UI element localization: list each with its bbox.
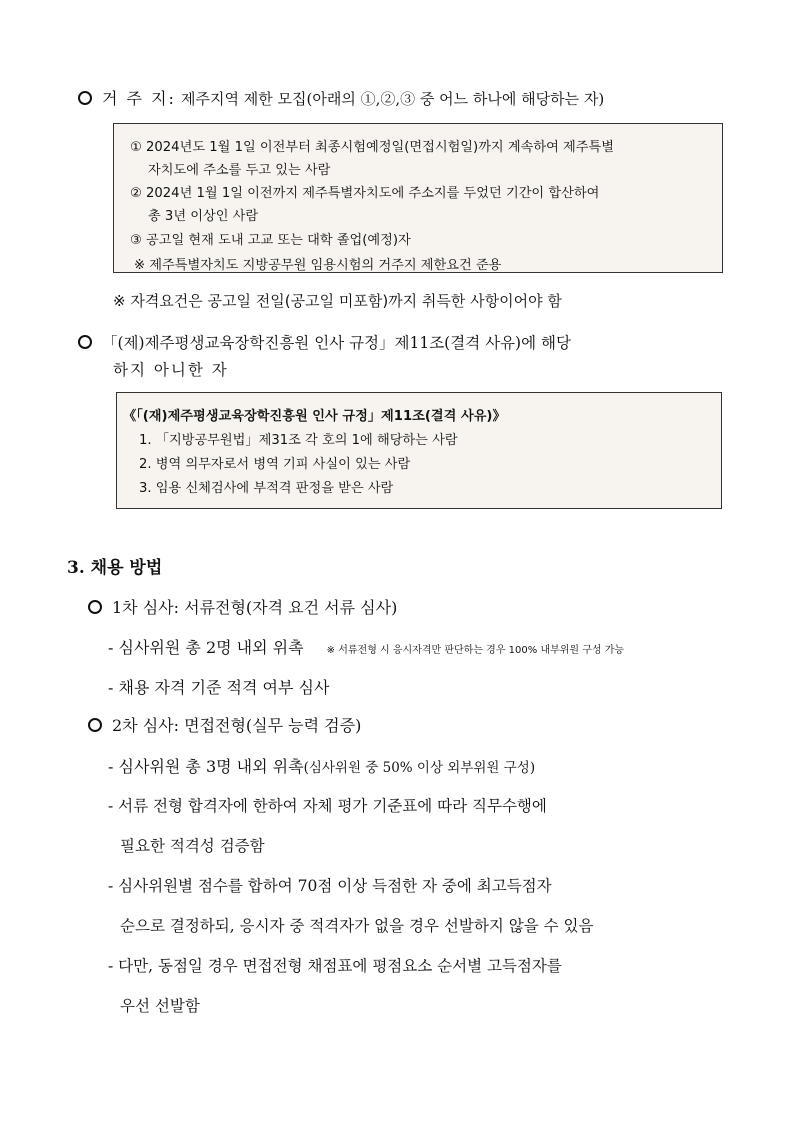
stage2-title: 2차 심사: 면접전형(실무 능력 검증) [112,716,362,735]
ring-bullet-icon [78,335,92,349]
disqualification-box-title: 《「(재)제주평생교육장학진흥원 인사 규정」제11조(결격 사유)》 [123,409,506,424]
criteria-line-2b: 총 3년 이상인 사람 [148,209,259,224]
stage1-item-1-note: ※ 서류전형 시 응시자격만 판단하는 경우 100% 내부위원 구성 가능 [326,645,625,656]
criteria-line-1b: 자치도에 주소를 두고 있는 사람 [148,163,331,178]
disqualification-line-2: 하지 아니한 자 [113,361,229,379]
stage2-title-line [88,713,361,736]
stage2-item-4-line-2: 우선 선발함 [120,997,200,1015]
criteria-line-3: ③ 공고일 현재 도내 고교 또는 대학 졸업(예정)자 [130,233,411,248]
stage1-item-2: - 채용 자격 기준 적격 여부 심사 [108,678,330,697]
disqualification-line-1 [78,331,571,353]
ring-bullet-icon [88,718,102,732]
stage2-item-3-line-2: 순으로 결정하되, 응시자 중 적격자가 없을 경우 선발하지 않을 수 있음 [120,917,594,935]
disqualification-item-3: 3. 임용 신체검사에 부적격 판정을 받은 사람 [139,481,394,496]
stage2-item-1 [108,754,535,777]
residence-line [78,86,604,109]
residence-text: 제주지역 제한 모집(아래의 ①,②,③ 중 어느 하나에 해당하는 자) [181,90,605,108]
residence-label: 거 주 지: [102,89,176,108]
stage1-title: 1차 심사: 서류전형(자격 요건 서류 심사) [112,598,398,617]
ring-bullet-icon [88,600,102,614]
stage2-item-4-line-1: - 다만, 동점일 경우 면접전형 채점표에 평점요소 순서별 고득점자를 [108,957,562,975]
qualification-timing-note: ※ 자격요건은 공고일 전일(공고일 미포함)까지 취득한 사항이어야 함 [113,292,562,310]
criteria-note: ※ 제주특별자치도 지방공무원 임용시험의 거주지 제한요건 준용 [134,258,502,273]
disqualification-item-1: 1. 「지방공무원법」제31조 각 호의 1에 해당하는 사람 [139,433,458,448]
criteria-line-1: ① 2024년도 1월 1일 이전부터 최종시험예정일(면접시험일)까지 계속하여 제주특별 [130,140,614,155]
stage2-item-2-line-2: 필요한 적격성 검증함 [120,837,265,855]
disqualification-box [116,392,722,509]
stage2-item-1-text: - 심사위원 총 3명 내외 위촉 [108,757,304,776]
stage2-item-3-line-1: - 심사위원별 점수를 합하여 70점 이상 득점한 자 중에 최고득점자 [108,877,552,895]
stage2-item-2-line-1: - 서류 전형 합격자에 한하여 자체 평가 기준표에 따라 직무수행에 [108,797,547,815]
disqualification-item-2: 2. 병역 의무자로서 병역 기피 사실이 있는 사람 [139,457,411,472]
residence-criteria-box [113,123,723,273]
stage1-title-line [88,595,397,618]
stage1-item-1 [108,635,624,658]
criteria-line-2: ② 2024년 1월 1일 이전까지 제주특별자치도에 주소지를 두었던 기간이 합산하여 [130,186,600,201]
disqualification-text-1: 「(제)제주평생교육장학진흥원 인사 규정」제11조(결격 사유)에 해당 [102,334,571,352]
stage2-item-1-note: (심사위원 중 50% 이상 외부위원 구성) [303,760,536,776]
ring-bullet-icon [78,91,92,105]
section-title: 3. 채용 방법 [67,558,163,578]
stage1-item-1-text: - 심사위원 총 2명 내외 위촉 [108,638,304,657]
